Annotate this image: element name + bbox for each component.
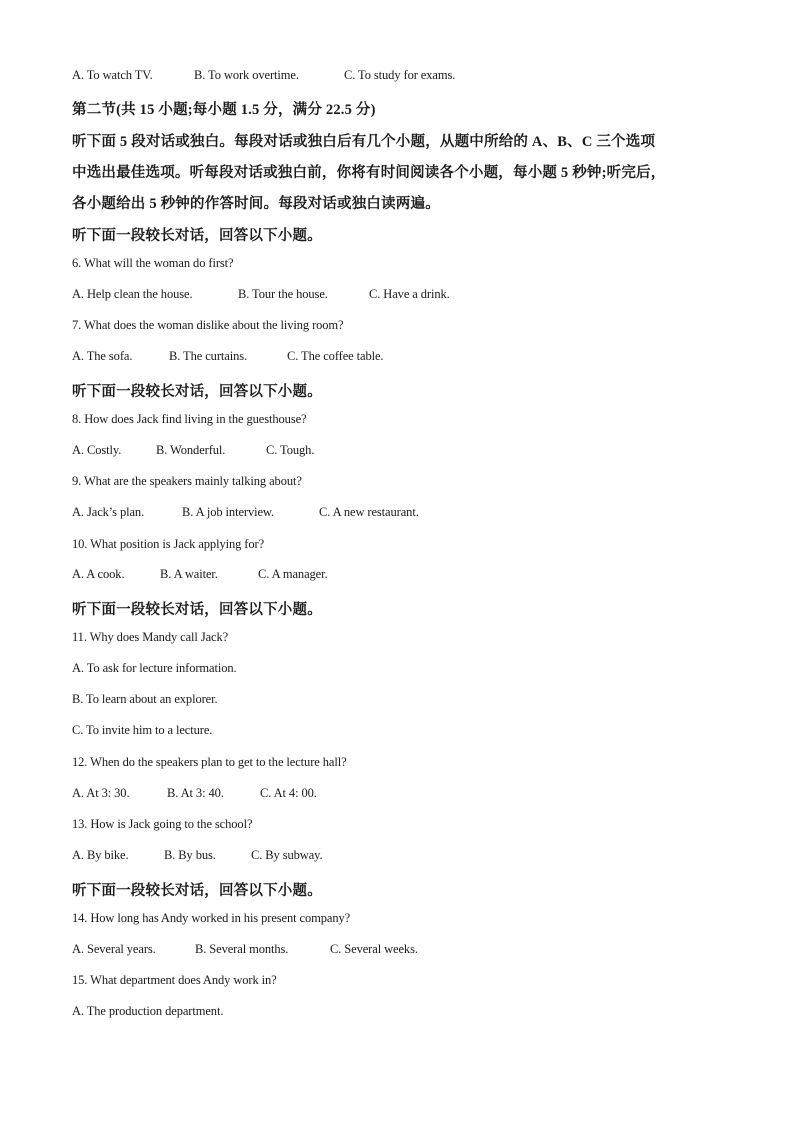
q13-option-a: A. By bike. [72,848,129,862]
q11-option-c: C. To invite him to a lecture. [72,723,213,737]
q5-option-b: B. To work overtime. [194,68,299,82]
q9-option-b: B. A job interview. [182,505,275,519]
q5-option-c: C. To study for exams. [344,68,456,82]
q7-option-b: B. The curtains. [169,349,248,363]
q12-stem: 12. When do the speakers plan to get to the lecture hall? [72,755,347,769]
q6-option-a: A. Help clean the house. [72,287,193,301]
q10-stem: 10. What position is Jack applying for? [72,537,265,551]
q14-stem: 14. How long has Andy worked in his present company? [72,911,351,925]
q11-option-a: A. To ask for lecture information. [72,661,237,675]
q13-option-c: C. By subway. [251,848,323,862]
section-title: 第二节(共 15 小题;每小题 1.5 分，满分 22.5 分) [72,102,376,118]
q7-stem: 7. What does the woman dislike about the living room? [72,318,344,332]
q9-options [72,505,419,520]
q10-option-a: A. A cook. [72,567,125,581]
q14-option-b: B. Several months. [195,942,289,956]
q6-stem: 6. What will the woman do first? [72,256,234,270]
q5-option-a: A. To watch TV. [72,68,153,82]
q6-option-b: B. Tour the house. [238,287,328,301]
q5-options [72,68,455,83]
q9-option-c: C. A new restaurant. [319,505,419,519]
q7-option-c: C. The coffee table. [287,349,384,363]
dialogue-prompt: 听下面一段较长对话，回答以下小题。 [72,384,322,400]
q15-option-a: A. The production department. [72,1004,224,1018]
q13-option-b: B. By bus. [164,848,216,862]
q8-option-b: B. Wonderful. [156,443,226,457]
q12-option-c: C. At 4: 00. [260,786,317,800]
q8-stem: 8. How does Jack find living in the guesthouse? [72,412,307,426]
q10-option-c: C. A manager. [258,567,328,581]
q12-option-b: B. At 3: 40. [167,786,224,800]
q11-option-b: B. To learn about an explorer. [72,692,218,706]
instruction-line-1: 听下面 5 段对话或独白。每段对话或独白后有几个小题，从题中所给的 A、B、C 三个选项 [72,134,656,150]
q14-option-a: A. Several years. [72,942,156,956]
q12-options [72,786,317,801]
q14-option-c: C. Several weeks. [330,942,418,956]
q9-option-a: A. Jack’s plan. [72,505,145,519]
q10-options [72,567,328,582]
q9-stem: 9. What are the speakers mainly talking about? [72,474,302,488]
q6-option-c: C. Have a drink. [369,287,450,301]
q8-option-a: A. Costly. [72,443,122,457]
dialogue-prompt: 听下面一段较长对话，回答以下小题。 [72,602,322,618]
q12-option-a: A. At 3: 30. [72,786,130,800]
dialogue-prompt: 听下面一段较长对话，回答以下小题。 [72,883,322,899]
dialogue-prompt: 听下面一段较长对话，回答以下小题。 [72,228,322,244]
q8-options [72,443,314,458]
q10-option-b: B. A waiter. [160,567,218,581]
q8-option-c: C. Tough. [266,443,315,457]
q13-options [72,848,323,863]
instruction-line-3: 各小题给出 5 秒钟的作答时间。每段对话或独白读两遍。 [72,196,440,212]
q13-stem: 13. How is Jack going to the school? [72,817,253,831]
instruction-line-2: 中选出最佳选项。听每段对话或独白前，你将有时间阅读各个小题，每小题 5 秒钟;听完后， [72,165,666,181]
q7-options [72,349,383,364]
q11-stem: 11. Why does Mandy call Jack? [72,630,229,644]
q7-option-a: A. The sofa. [72,349,133,363]
q14-options [72,942,418,957]
q6-options [72,287,450,302]
q15-stem: 15. What department does Andy work in? [72,973,277,987]
